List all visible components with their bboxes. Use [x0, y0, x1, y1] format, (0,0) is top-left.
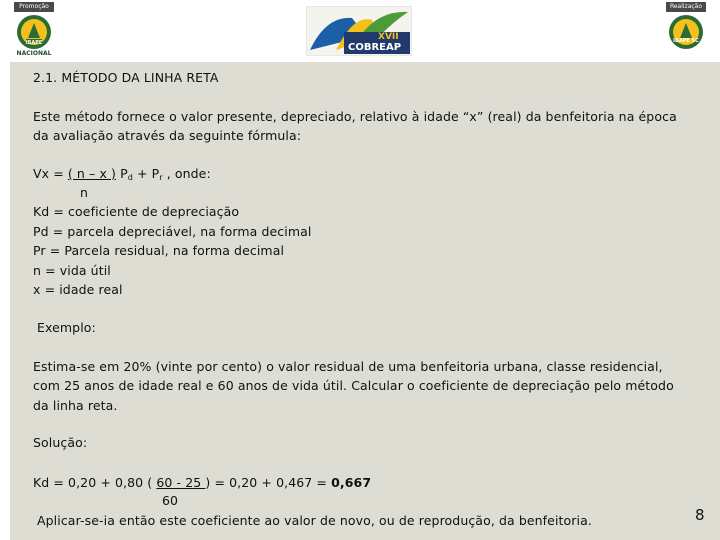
- definition-x: x = idade real: [33, 282, 123, 297]
- section-title: 2.1. MÉTODO DA LINHA RETA: [33, 70, 219, 85]
- page-number: 8: [695, 506, 705, 524]
- formula-pr-subscript: r: [159, 173, 163, 182]
- formula-numerator: ( n – x ): [67, 166, 116, 181]
- intro-line-1: Este método fornece o valor presente, depreciado, relativo à idade “x” (real) da benfeitoria na época: [33, 109, 677, 124]
- solution-numerator: 60 - 25: [156, 475, 206, 490]
- definition-kd: Kd = coeficiente de depreciação: [33, 204, 240, 219]
- realization-tag: Realização: [666, 2, 706, 12]
- definition-pd: Pd = parcela depreciável, na forma decimal: [33, 224, 312, 239]
- cobreap-edition: XVII: [378, 32, 399, 42]
- solution-middle: ) = 0,20 + 0,467 =: [205, 475, 332, 490]
- solution-denominator: 60: [162, 493, 179, 508]
- solution-lhs: Kd = 0,20 + 0,80 (: [33, 475, 157, 490]
- formula-suffix: , onde:: [162, 166, 211, 181]
- slide-header: [0, 0, 720, 62]
- solution-label: Solução:: [33, 435, 88, 450]
- solution-result: 0,667: [331, 475, 372, 490]
- example-line-3: da linha reta.: [33, 398, 118, 413]
- solution-equation: [33, 475, 371, 490]
- example-label: Exemplo:: [37, 320, 96, 335]
- definition-n: n = vida útil: [33, 263, 111, 278]
- conclusion-line: Aplicar-se-ia então este coeficiente ao valor de novo, ou de reprodução, da benfeitoria.: [37, 513, 592, 528]
- definition-pr: Pr = Parcela residual, na forma decimal: [33, 243, 285, 258]
- badge-text: IBAPE: [25, 40, 43, 46]
- badge-text: IBAPE SC: [673, 38, 699, 44]
- intro-line-2: da avaliação através da seguinte fórmula:: [33, 128, 302, 143]
- formula-pr: + P: [132, 166, 160, 181]
- promotion-tag: Promoção: [14, 2, 54, 12]
- formula-denominator: n: [80, 185, 89, 200]
- example-line-1: Estima-se em 20% (vinte por cento) o valor residual de uma benfeitoria urbana, classe residencial,: [33, 359, 663, 374]
- formula-prefix: Vx =: [33, 166, 68, 181]
- ibape-nacional-logo: [14, 2, 54, 60]
- formula-pd: P: [116, 166, 128, 181]
- logo-caption: NACIONAL: [16, 50, 52, 57]
- example-line-2: com 25 anos de idade real e 60 anos de vida útil. Calcular o coeficiente de depreciação pelo método: [33, 378, 674, 393]
- cobreap-name: COBREAP: [348, 42, 402, 53]
- ibape-sc-logo: [666, 2, 706, 60]
- formula-pd-subscript: d: [127, 173, 133, 182]
- formula: [33, 166, 211, 182]
- ibape-sc-seal-icon: [668, 14, 704, 50]
